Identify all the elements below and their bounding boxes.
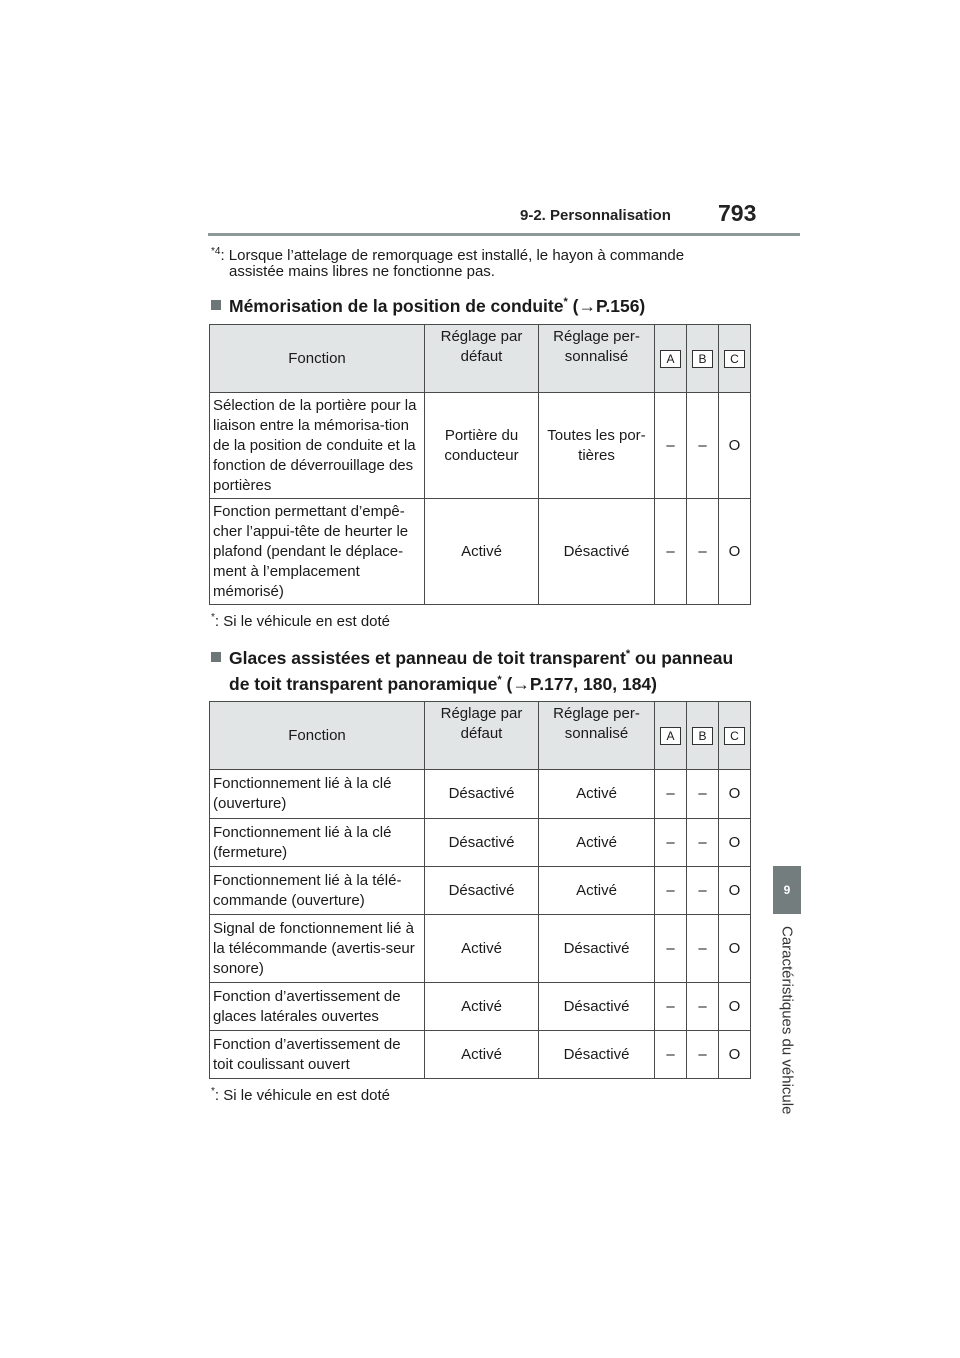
table2-footnote <box>211 1086 390 1104</box>
section-header-title: 9-2. Personnalisation <box>520 207 671 224</box>
glaces-settings-table <box>209 701 751 1079</box>
asterisk-marker: * <box>211 612 215 623</box>
table1-footnote <box>211 612 390 630</box>
table2-footnote-text: : Si le véhicule en est doté <box>214 1087 391 1104</box>
cell-c: O <box>719 983 751 1031</box>
asterisk-marker: * <box>497 674 502 686</box>
section2-title-part3: de toit transparent panoramique <box>229 673 498 694</box>
cell-c: O <box>719 499 751 605</box>
col-label-a: A <box>660 350 681 368</box>
cell-fonction: Fonction permettant d’empê-cher l’appui-tête de heurter le plafond (pendant le déplace-ment à l’emplacement mémorisé) <box>210 499 425 605</box>
cell-perso: Désactivé <box>539 1031 655 1079</box>
table-row <box>210 819 751 867</box>
page-reference: (→P.177, 180, 184) <box>501 673 657 694</box>
cell-defaut: Activé <box>425 915 539 983</box>
cell-perso: Désactivé <box>539 499 655 605</box>
cell-b: – <box>687 770 719 819</box>
footnote-4-line2: assistée mains libres ne fonctionne pas. <box>229 263 495 280</box>
section-heading-memorisation <box>211 288 645 320</box>
col-label-a: A <box>660 727 681 745</box>
cell-a: – <box>655 770 687 819</box>
cell-c: O <box>719 1031 751 1079</box>
col-header-c <box>719 702 751 770</box>
col-header-fonction: Fonction <box>210 325 425 393</box>
table-row <box>210 915 751 983</box>
cell-perso: Activé <box>539 819 655 867</box>
col-header-b <box>687 325 719 393</box>
cell-perso: Activé <box>539 770 655 819</box>
cell-perso: Désactivé <box>539 983 655 1031</box>
table-row <box>210 867 751 915</box>
footnote-marker: *4 <box>211 246 221 257</box>
section-heading-glaces-line2 <box>229 666 657 698</box>
cell-b: – <box>687 1031 719 1079</box>
table-header-row <box>210 325 751 393</box>
cell-c: O <box>719 819 751 867</box>
memorisation-settings-table <box>209 324 751 605</box>
cell-fonction: Signal de fonctionnement lié à la télécommande (avertis-seur sonore) <box>210 915 425 983</box>
chapter-title: Caractéristiques du véhicule <box>778 926 796 1115</box>
table-row <box>210 1031 751 1079</box>
cell-a: – <box>655 1031 687 1079</box>
cell-b: – <box>687 499 719 605</box>
cell-perso: Activé <box>539 867 655 915</box>
section2-title-part1: Glaces assistées et panneau de toit transparent <box>229 647 626 668</box>
table-row <box>210 983 751 1031</box>
cell-b: – <box>687 819 719 867</box>
cell-a: – <box>655 819 687 867</box>
asterisk-marker: * <box>625 648 631 660</box>
cell-fonction: Fonction d’avertissement de glaces latérales ouvertes <box>210 983 425 1031</box>
col-header-a <box>655 702 687 770</box>
cell-b: – <box>687 915 719 983</box>
cell-fonction: Fonctionnement lié à la clé (fermeture) <box>210 819 425 867</box>
square-bullet-icon <box>211 652 221 662</box>
col-header-a <box>655 325 687 393</box>
cell-defaut: Désactivé <box>425 770 539 819</box>
section1-title: Mémorisation de la position de conduite <box>229 295 564 316</box>
cell-fonction: Fonctionnement lié à la télé-commande (ouverture) <box>210 867 425 915</box>
page-reference: (→P.156) <box>567 295 646 316</box>
col-label-b: B <box>692 727 713 745</box>
square-bullet-icon <box>211 300 221 310</box>
col-label-b: B <box>692 350 713 368</box>
cell-c: O <box>719 393 751 499</box>
cell-a: – <box>655 915 687 983</box>
page-number: 793 <box>718 200 757 226</box>
table-row <box>210 499 751 605</box>
cell-c: O <box>719 770 751 819</box>
cell-defaut: Activé <box>425 983 539 1031</box>
table-row <box>210 393 751 499</box>
footnote-4-line1: : Lorsque l’attelage de remorquage est installé, le hayon à commande <box>220 247 685 264</box>
col-header-b <box>687 702 719 770</box>
cell-a: – <box>655 393 687 499</box>
cell-fonction: Fonctionnement lié à la clé (ouverture) <box>210 770 425 819</box>
cell-b: – <box>687 867 719 915</box>
cell-defaut: Portière du conducteur <box>425 393 539 499</box>
col-header-defaut: Réglage par défaut <box>425 702 539 770</box>
col-label-c: C <box>724 350 745 368</box>
cell-c: O <box>719 915 751 983</box>
cell-fonction: Fonction d’avertissement de toit coulissant ouvert <box>210 1031 425 1079</box>
section2-title-part2: ou panneau <box>630 647 734 668</box>
chapter-side-label <box>773 926 801 1156</box>
cell-b: – <box>687 983 719 1031</box>
table-header-row <box>210 702 751 770</box>
col-header-defaut: Réglage par défaut <box>425 325 539 393</box>
col-header-fonction: Fonction <box>210 702 425 770</box>
cell-fonction: Sélection de la portière pour la liaison entre la mémorisa-tion de la position de conduite et la fonction de déverrouillage des portières <box>210 393 425 499</box>
cell-defaut: Activé <box>425 1031 539 1079</box>
col-label-c: C <box>724 727 745 745</box>
table-row <box>210 770 751 819</box>
table1-footnote-text: : Si le véhicule en est doté <box>214 613 391 630</box>
cell-perso: Désactivé <box>539 915 655 983</box>
col-header-perso: Réglage per-sonnalisé <box>539 325 655 393</box>
cell-perso: Toutes les por-tières <box>539 393 655 499</box>
cell-a: – <box>655 983 687 1031</box>
cell-c: O <box>719 867 751 915</box>
header-divider <box>208 233 800 236</box>
cell-defaut: Désactivé <box>425 819 539 867</box>
cell-defaut: Activé <box>425 499 539 605</box>
col-header-perso: Réglage per-sonnalisé <box>539 702 655 770</box>
cell-b: – <box>687 393 719 499</box>
cell-a: – <box>655 867 687 915</box>
chapter-tab: 9 <box>773 866 801 914</box>
col-header-c <box>719 325 751 393</box>
cell-defaut: Désactivé <box>425 867 539 915</box>
asterisk-marker: * <box>563 296 568 308</box>
cell-a: – <box>655 499 687 605</box>
asterisk-marker: * <box>211 1086 215 1097</box>
